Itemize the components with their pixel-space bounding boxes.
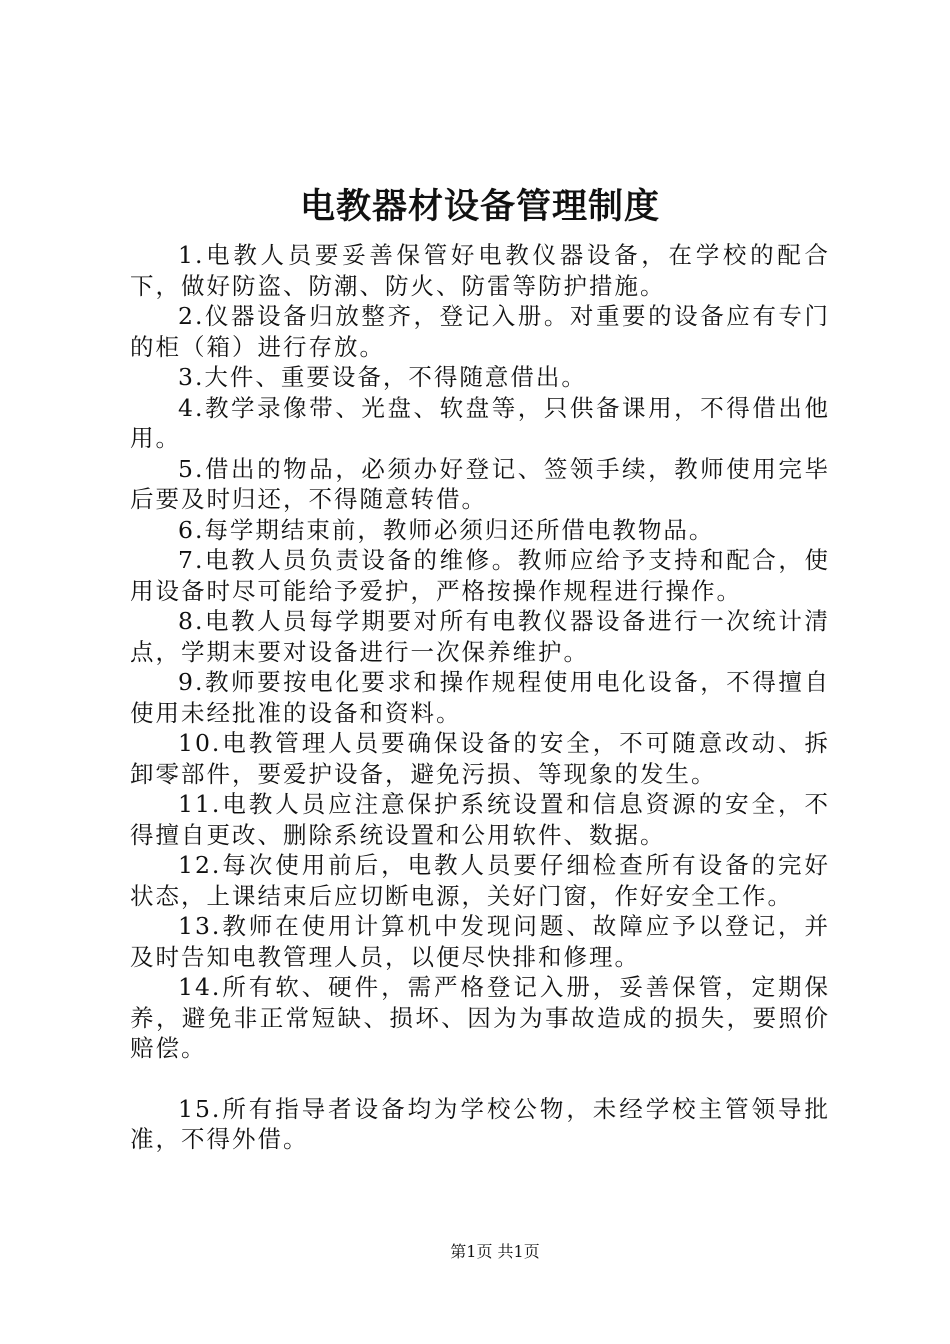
rule-paragraph: 4.教学录像带、光盘、软盘等，只供备课用，不得借出他用。	[130, 393, 830, 452]
rule-paragraph: 3.大件、重要设备，不得随意借出。	[178, 363, 587, 391]
rule-paragraph: 6.每学期结束前，教师必须归还所借电教物品。	[178, 515, 715, 544]
document-title: 电教器材设备管理制度	[299, 187, 660, 227]
rule-paragraph: 7.电教人员负责设备的维修。教师应给予支持和配合，使用设备时尽可能给予爱护，严格按操作规程进行操作。	[130, 546, 830, 605]
rule-paragraph: 9.教师要按电化要求和操作规程使用电化设备，不得擅自使用未经批准的设备和资料。	[130, 668, 830, 727]
rule-paragraph: 8.电教人员每学期要对所有电教仪器设备进行一次统计清点，学期末要对设备进行一次保养维护。	[130, 607, 830, 666]
rule-paragraph: 15.所有指导者设备均为学校公物，未经学校主管领导批准，不得外借。	[130, 1094, 830, 1153]
rule-paragraph: 11.电教人员应注意保护系统设置和信息资源的安全，不得擅自更改、删除系统设置和公用软件、数据。	[130, 790, 830, 849]
document-body	[130, 240, 830, 1155]
rule-paragraph: 12.每次使用前后，电教人员要仔细检查所有设备的完好状态，上课结束后应切断电源，关好门窗，作好安全工作。	[130, 851, 830, 910]
rule-paragraph: 13.教师在使用计算机中发现问题、故障应予以登记，并及时告知电教管理人员，以便尽快排和修理。	[130, 912, 830, 971]
rule-paragraph: 10.电教管理人员要确保设备的安全，不可随意改动、拆卸零部件，要爱护设备，避免污损、等现象的发生。	[130, 729, 830, 788]
rule-paragraph: 5.借出的物品，必须办好登记、签领手续，教师使用完毕后要及时归还，不得随意转借。	[130, 454, 830, 513]
page-footer: 第1页 共1页	[450, 1242, 540, 1261]
rule-paragraph: 1.电教人员要妥善保管好电教仪器设备，在学校的配合下，做好防盗、防潮、防火、防雷等防护措施。	[130, 241, 830, 300]
rule-paragraph: 14.所有软、硬件，需严格登记入册，妥善保管，定期保养，避免非正常短缺、损坏、因为为事故造成的损失，要照价赔偿。	[130, 973, 830, 1062]
rule-paragraph: 2.仪器设备归放整齐，登记入册。对重要的设备应有专门的柜（箱）进行存放。	[130, 302, 830, 361]
